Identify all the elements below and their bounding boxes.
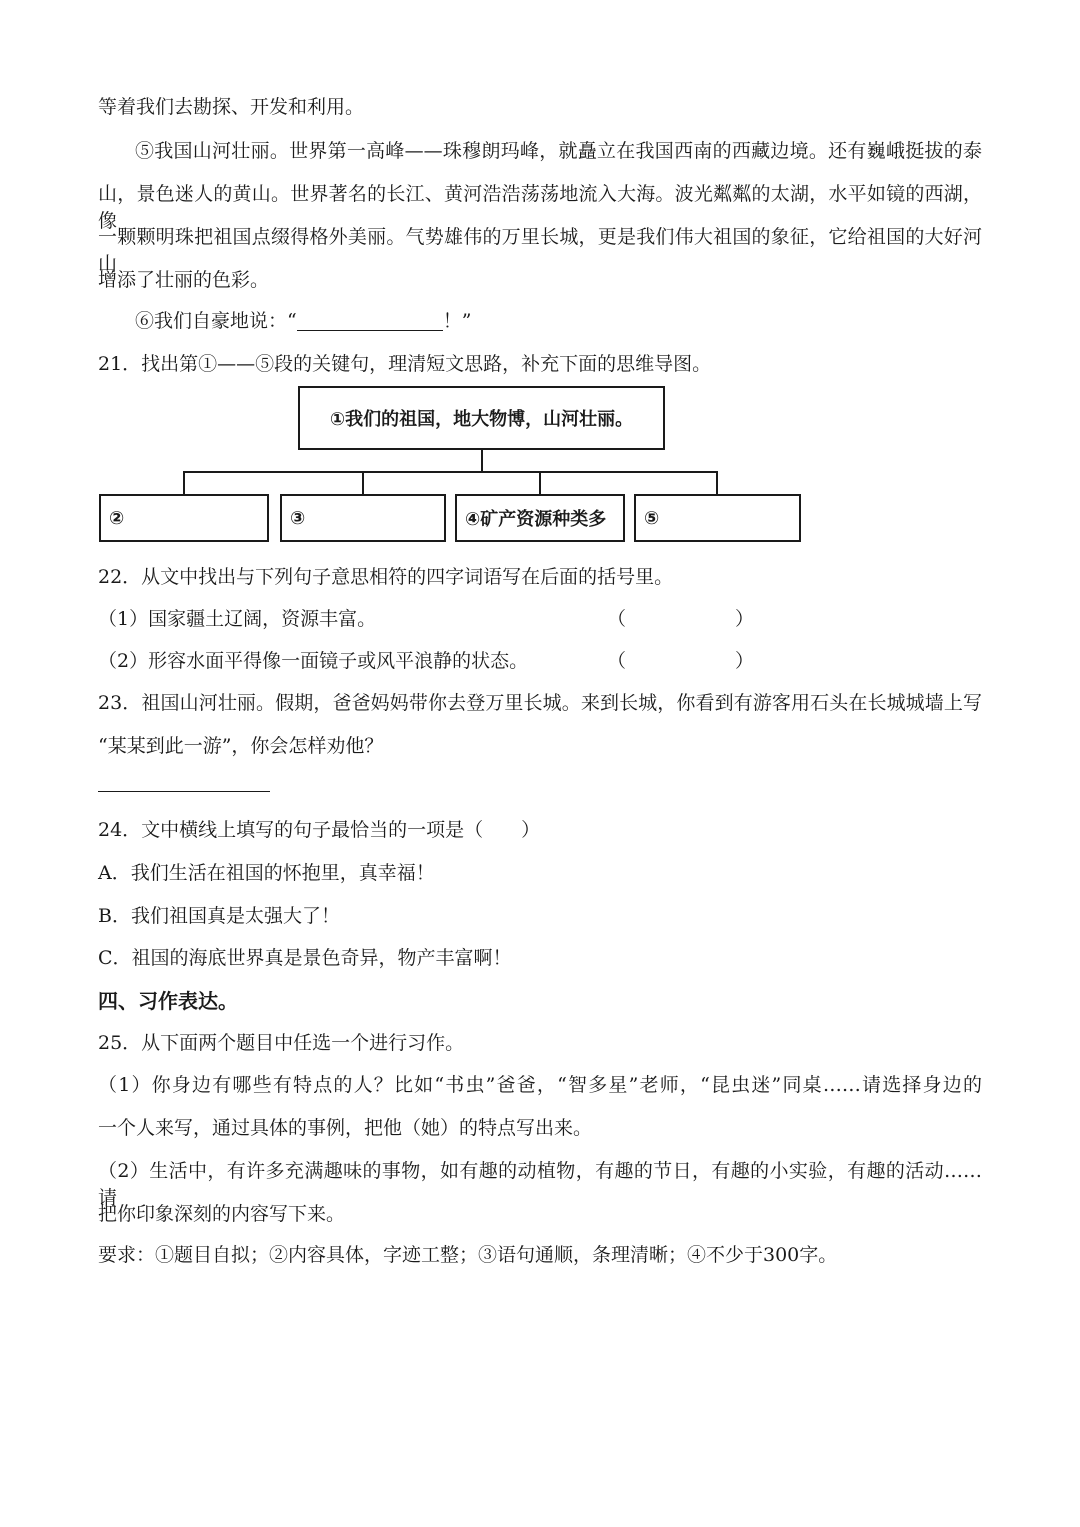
paragraph-6-prefix: ⑥我们自豪地说：“ xyxy=(135,310,297,332)
passage-paragraph-5-line: 山，景色迷人的黄山。世界著名的长江、黄河浩浩荡荡地流入大海。波光粼粼的太湖，水平如镜的西湖，像 xyxy=(98,183,982,232)
passage-paragraph-6 xyxy=(135,306,471,333)
answer-paren-open: （ xyxy=(607,608,627,630)
question-25-option-1-line: （1）你身边有哪些有特点的人？比如“书虫”爸爸，“智多星”老师，“昆虫迷”同桌……请选择身边的 xyxy=(98,1074,982,1096)
mind-map-connector xyxy=(183,471,185,494)
mind-map-connector xyxy=(539,471,541,494)
mind-map-node-5[interactable]: ⑤ xyxy=(634,494,801,542)
fill-in-blank[interactable] xyxy=(297,310,443,331)
passage-paragraph-5-line: 增添了壮丽的色彩。 xyxy=(98,269,270,291)
question-25-option-2-line: （2）生活中，有许多充满趣味的事物，如有趣的动植物，有趣的节日，有趣的小实验，有趣的活动……请 xyxy=(98,1160,982,1209)
answer-paren-close: ） xyxy=(735,608,755,630)
question-22-item-1: （1）国家疆土辽阔，资源丰富。 xyxy=(98,608,377,630)
mind-map-connector xyxy=(716,471,718,494)
question-24: 24．文中横线上填写的句子最恰当的一项是（ ） xyxy=(98,819,541,841)
question-23-line: 23．祖国山河壮丽。假期，爸爸妈妈带你去登万里长城。来到长城，你看到有游客用石头在长城城墙上写 xyxy=(98,692,982,714)
answer-paren-close: ） xyxy=(735,650,755,672)
answer-paren-open: （ xyxy=(607,650,627,672)
passage-paragraph-5-line: ⑤我国山河壮丽。世界第一高峰——珠穆朗玛峰，就矗立在我国西南的西藏边境。还有巍峨挺拔的泰 xyxy=(135,140,982,162)
question-22: 22．从文中找出与下列句子意思相符的四字词语写在后面的括号里。 xyxy=(98,566,674,588)
question-25-option-2-line: 把你印象深刻的内容写下来。 xyxy=(98,1203,346,1225)
passage-line: 等着我们去勘探、开发和利用。 xyxy=(98,96,365,118)
option-a: A．我们生活在祖国的怀抱里，真幸福！ xyxy=(98,862,435,884)
option-b: B．我们祖国真是太强大了！ xyxy=(98,905,340,927)
question-25: 25．从下面两个题目中任选一个进行习作。 xyxy=(98,1032,465,1054)
paragraph-6-suffix: ！” xyxy=(442,310,472,332)
mind-map-branch xyxy=(183,471,718,473)
question-22-item-2: （2）形容水面平得像一面镜子或风平浪静的状态。 xyxy=(98,650,529,672)
mind-map-node-4: ④矿产资源种类多 xyxy=(455,494,625,542)
passage-paragraph-5-line: 一颗颗明珠把祖国点缀得格外美丽。气势雄伟的万里长城，更是我们伟大祖国的象征，它给祖国的大好河山 xyxy=(98,226,982,275)
mind-map-root: ①我们的祖国，地大物博，山河壮丽。 xyxy=(298,386,665,450)
question-23-line: “某某到此一游”，你会怎样劝他？ xyxy=(98,735,384,757)
section-heading: 四、习作表达。 xyxy=(98,989,238,1013)
mind-map-connector xyxy=(362,471,364,494)
mind-map-node-3[interactable]: ③ xyxy=(280,494,446,542)
mind-map-stem xyxy=(481,450,483,472)
option-c: C．祖国的海底世界真是景色奇异，物产丰富啊！ xyxy=(98,947,512,969)
question-25-option-1-line: 一个人来写，通过具体的事例，把他（她）的特点写出来。 xyxy=(98,1117,593,1139)
requirements: 要求：①题目自拟；②内容具体，字迹工整；③语句通顺，条理清晰；④不少于300字。 xyxy=(98,1244,838,1266)
answer-line[interactable] xyxy=(98,791,270,792)
mind-map-node-2[interactable]: ② xyxy=(99,494,269,542)
question-21: 21．找出第①——⑤段的关键句，理清短文思路，补充下面的思维导图。 xyxy=(98,353,712,375)
